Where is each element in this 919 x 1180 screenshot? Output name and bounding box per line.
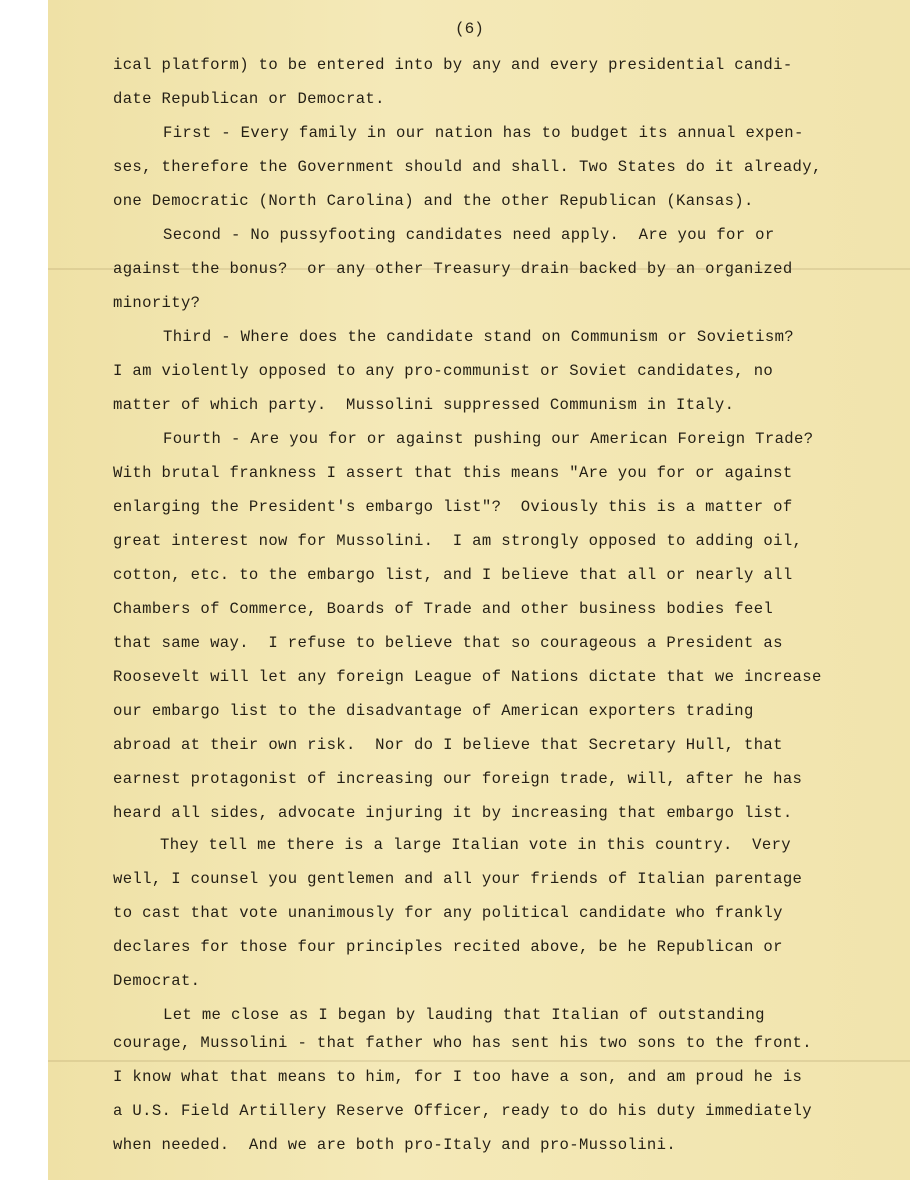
- text-line: earnest protagonist of increasing our foreign trade, will, after he has: [113, 770, 803, 788]
- text-line: Second - No pussyfooting candidates need apply. Are you for or: [163, 226, 775, 244]
- text-line: ical platform) to be entered into by any and every presidential candi-: [113, 56, 793, 74]
- text-line: our embargo list to the disadvantage of American exporters trading: [113, 702, 754, 720]
- text-line: I am violently opposed to any pro-communist or Soviet candidates, no: [113, 362, 774, 380]
- text-line: against the bonus? or any other Treasury drain backed by an organized: [113, 260, 793, 278]
- text-line: courage, Mussolini - that father who has sent his two sons to the front.: [113, 1034, 812, 1052]
- text-line: I know what that means to him, for I too have a son, and am proud he is: [113, 1068, 803, 1086]
- text-line: matter of which party. Mussolini suppressed Communism in Italy.: [113, 396, 735, 414]
- text-line: Let me close as I began by lauding that Italian of outstanding: [163, 1006, 765, 1024]
- text-line: Chambers of Commerce, Boards of Trade and other business bodies feel: [113, 600, 774, 618]
- fold-crease: [48, 1060, 910, 1062]
- text-line: date Republican or Democrat.: [113, 90, 385, 108]
- text-line: heard all sides, advocate injuring it by increasing that embargo list.: [113, 804, 793, 822]
- text-line: First - Every family in our nation has to budget its annual expen-: [163, 124, 804, 142]
- text-line: They tell me there is a large Italian vote in this country. Very: [160, 836, 792, 854]
- paper-sheet: [48, 0, 910, 1180]
- text-line: declares for those four principles recited above, be he Republican or: [113, 938, 783, 956]
- text-line: With brutal frankness I assert that this means "Are you for or against: [113, 464, 793, 482]
- text-line: ses, therefore the Government should and shall. Two States do it already,: [113, 158, 822, 176]
- text-line: one Democratic (North Carolina) and the other Republican (Kansas).: [113, 192, 754, 210]
- text-line: well, I counsel you gentlemen and all your friends of Italian parentage: [113, 870, 803, 888]
- text-line: enlarging the President's embargo list"? Oviously this is a matter of: [113, 498, 793, 516]
- text-line: a U.S. Field Artillery Reserve Officer, ready to do his duty immediately: [113, 1102, 812, 1120]
- text-line: great interest now for Mussolini. I am strongly opposed to adding oil,: [113, 532, 803, 550]
- text-line: Roosevelt will let any foreign League of Nations dictate that we increase: [113, 668, 822, 686]
- text-line: Democrat.: [113, 972, 201, 990]
- page-number: (6): [455, 20, 484, 38]
- text-line: to cast that vote unanimously for any political candidate who frankly: [113, 904, 783, 922]
- text-line: abroad at their own risk. Nor do I believe that Secretary Hull, that: [113, 736, 783, 754]
- text-line: Third - Where does the candidate stand on Communism or Sovietism?: [163, 328, 795, 346]
- text-line: when needed. And we are both pro-Italy and pro-Mussolini.: [113, 1136, 677, 1154]
- text-line: minority?: [113, 294, 201, 312]
- text-line: that same way. I refuse to believe that so courageous a President as: [113, 634, 783, 652]
- text-line: Fourth - Are you for or against pushing our American Foreign Trade?: [163, 430, 814, 448]
- text-line: cotton, etc. to the embargo list, and I believe that all or nearly all: [113, 566, 793, 584]
